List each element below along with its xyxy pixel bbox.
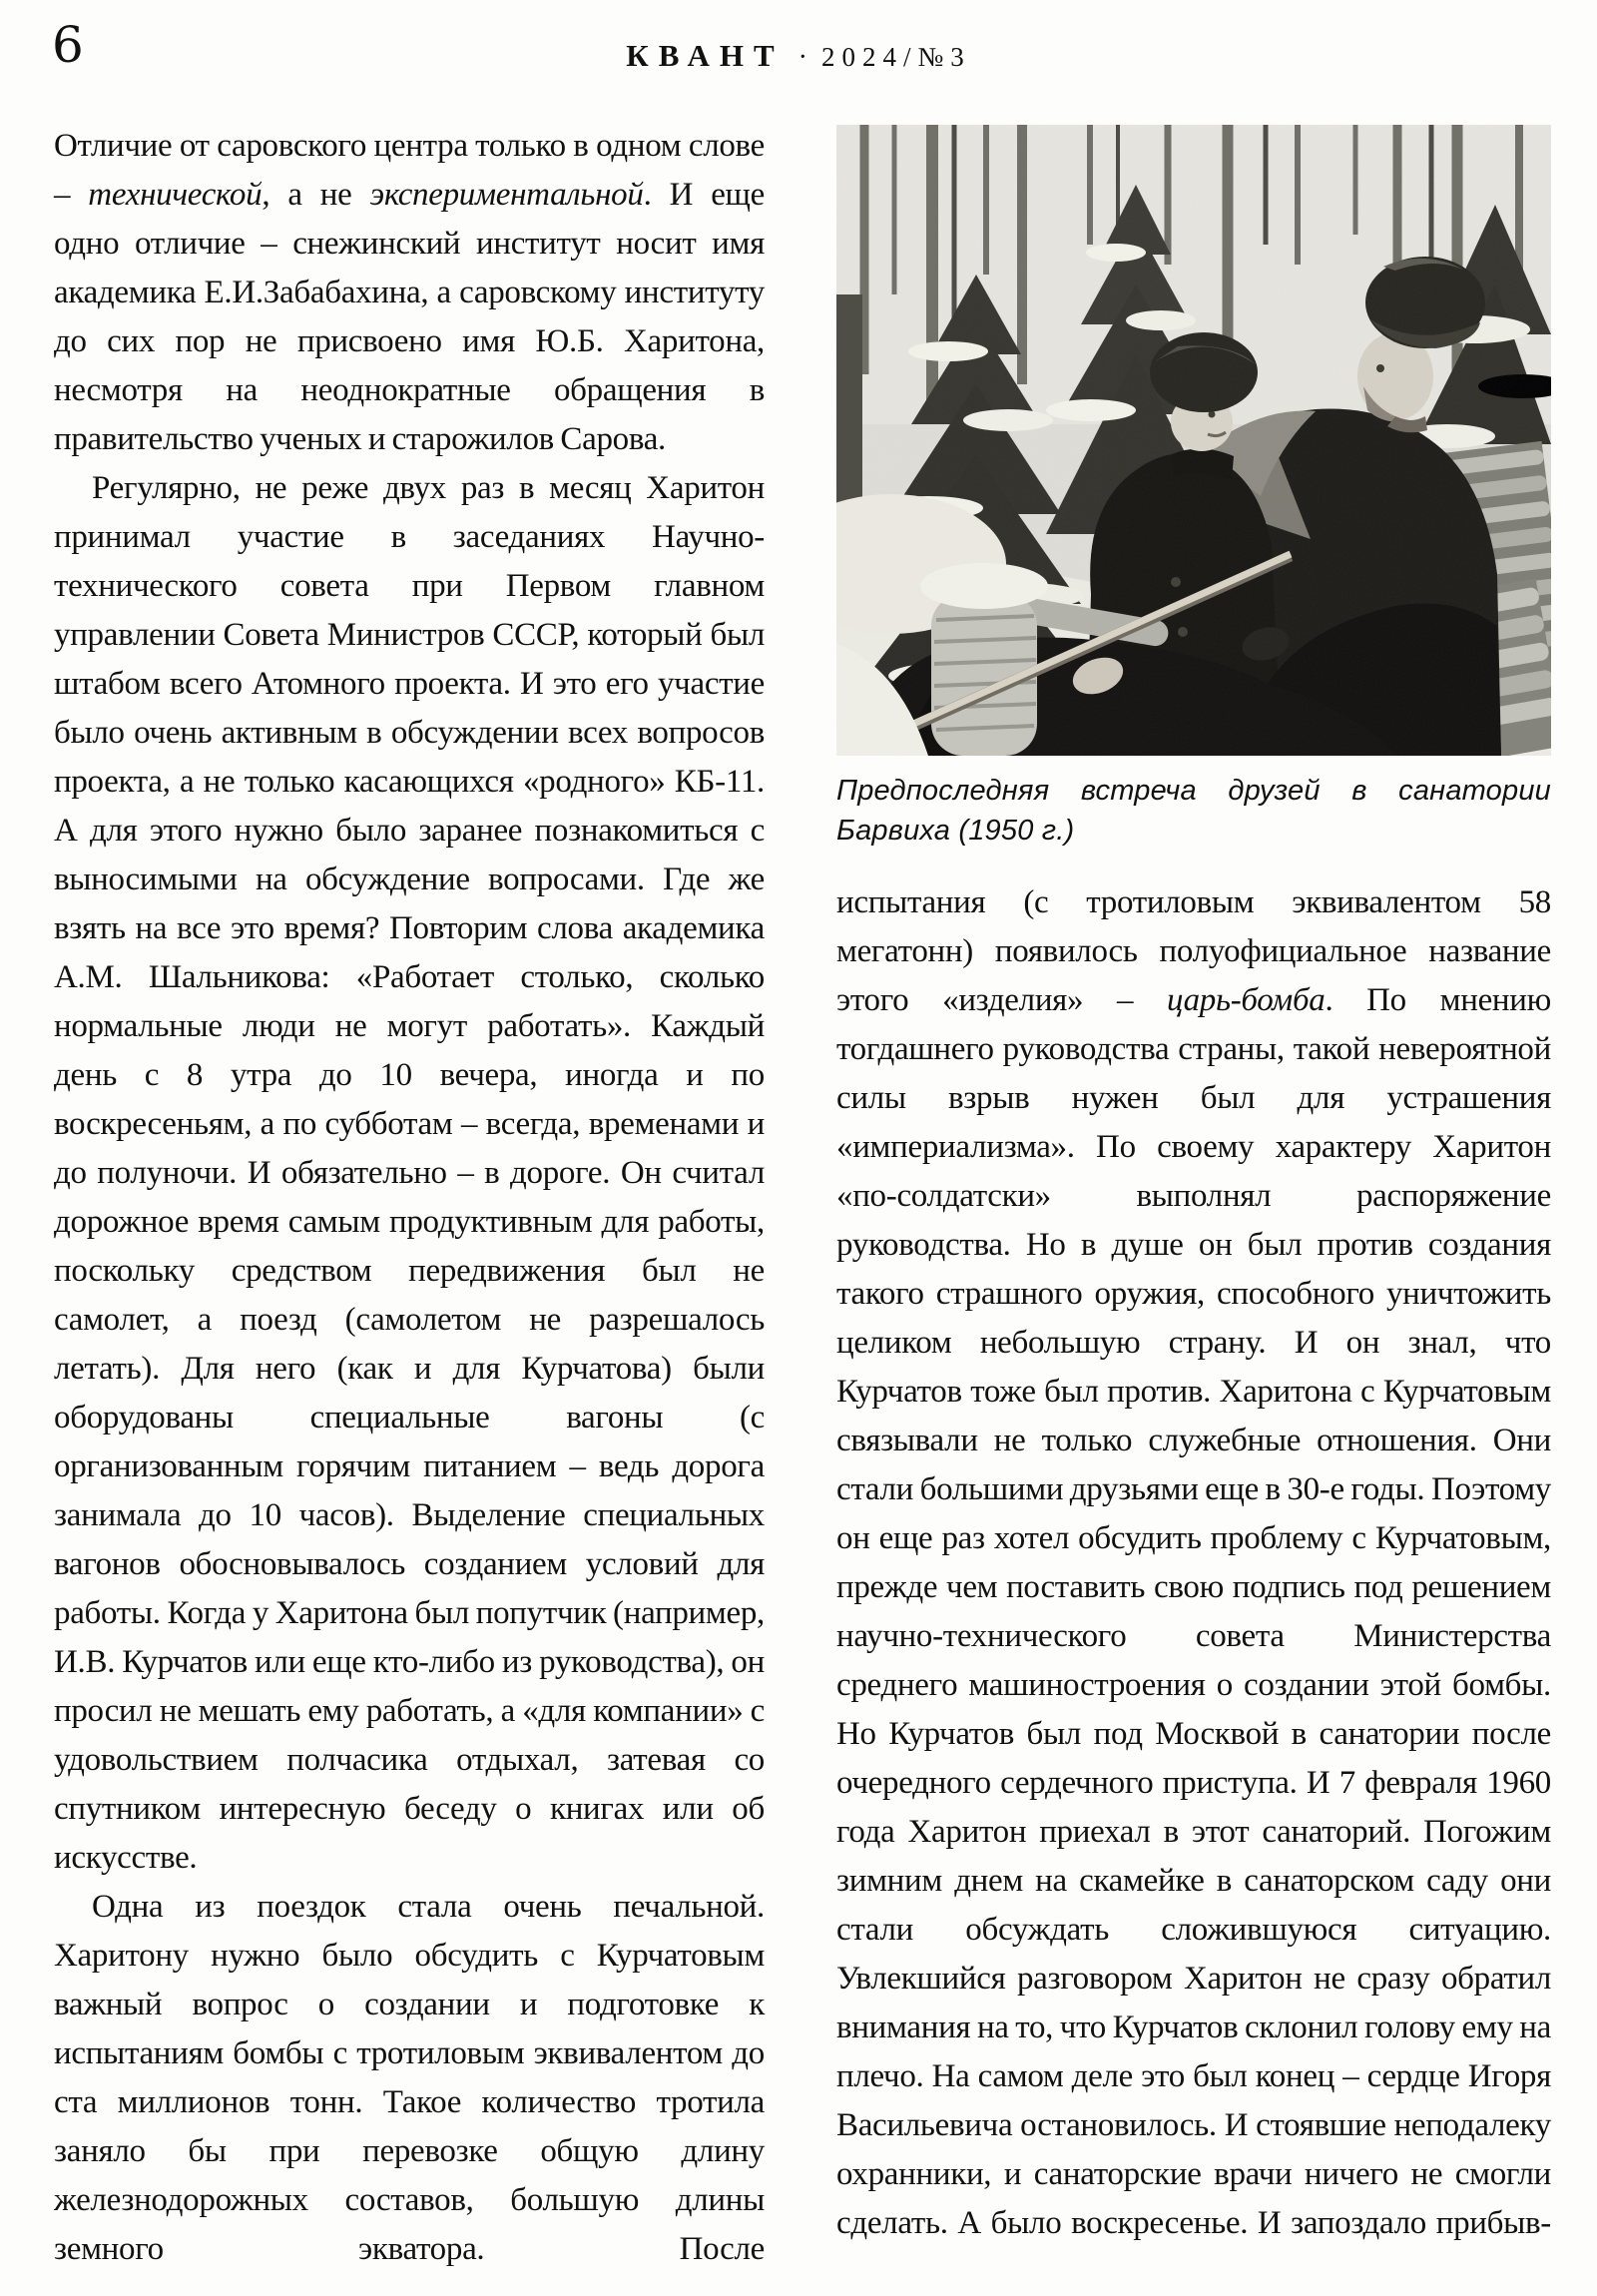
right-column [836,878,1551,2248]
body-text: Отличие от саровского центра только в одном слове – [54,128,765,213]
header-separator: · [798,42,807,73]
body-text: испытания (с тротиловым эквивалентом 58 мегатонн) появилось полуофициальное название этого «изделия» – [836,884,1551,1018]
paragraph [54,464,765,1883]
running-head [0,38,1597,74]
photo-two-men-on-bench-winter [836,125,1551,756]
paragraph [836,878,1551,2248]
photo-grain-overlay [836,125,1551,756]
emphasized-text: технической [88,177,263,213]
emphasized-text: царь-бомба [1166,982,1326,1018]
body-text: Одна из поездок стала очень печальной. Харитону нужно было обсудить с Курчатовым важный вопрос о создании и подготовке к испытаниям бомбы с тротиловым эквивалентом до ста миллионов тонн. Такое количество тротила заняло бы при перевозке общую длину железнодорожных составов, большую длины земного экватора. После [54,1889,765,2267]
body-text: . И еще одно отличие – снежинский институт носит имя академика Е.И.Забабахина, а саровскому институту до сих пор не присвоено имя Ю.Б. Харитона, несмотря на неоднократные обращения в правительство ученых и старожилов Сарова. [54,177,766,457]
page-number: 6 [52,16,84,74]
photo-caption-line2: Барвиха (1950 г.) [836,815,1075,847]
photo-figure [836,125,1551,851]
body-text: . По мнению тогдашнего руководства страны, такой невероятной силы взрыв нужен был для устрашения «империализма». По своему характеру Харитон «по-солдатски» выполнял распоряжение руководства. Но в душе он был против создания такого страшного оружия, способного уничтожить целиком небольшую страну. И он знал, что Курчатов тоже был против. Харитона с Курчатовым связывали не только служебные отношения. Они стали большими друзьями еще в 30-е годы. Поэтому он еще раз хотел обсудить проблему с Курчатовым, прежде чем поставить свою подпись под решением научно-технического совета Министерства среднего машиностроения о создании этой бомбы. Но Курчатов был под Москвой в санатории после очередного сердечного приступа. И 7 февраля 1960 года Харитон приехал в этот санаторий. Погожим зимним днем на скамейке в санаторском саду они стали обсуждать сложившуюся ситуацию. Увлекшийся разговором Харитон не сразу обратил внимания на то, что Курчатов склонил голову ему на плечо. На самом деле это был конец – сердце Игоря Васильевича остановилось. И стоявшие неподалеку охранники, и санаторские врачи ничего не смогли сделать. А было воскресенье. И запоздало прибыв- [836,982,1551,2241]
body-text: Регулярно, не реже двух раз в месяц Харитон принимал участие в заседаниях Научно-технического совета при Первом главном управлении Совета Министров СССР, который был штабом всего Атомного проекта. И это его участие было очень активным в обсуждении всех вопросов проекта, а не только касающихся «родного» КБ-11. А для этого нужно было заранее познакомиться с выносимыми на обсуждение вопросами. Где же взять на все это время? Повторим слова академика А.М. Шальникова: «Работает столько, сколько нормальные люди не могут работать». Каждый день с 8 утра до 10 вечера, иногда и по воскресеньям, а по субботам – всегда, временами и до полуночи. И обязательно – в дороге. Он считал дорожное время самым продуктивным для работы, поскольку средством передвижения был не самолет, а поезд (самолетом не разрешалось летать). Для него (как и для Курчатова) были оборудованы специальные вагоны (с организованным горячим питанием – ведь дорога занимала до 10 часов). Выделение специальных вагонов обосновывалось созданием условий для работы. Когда у Харитона был попутчик (например, И.В. Курчатов или еще кто-либо из руководства), он просил не мешать ему работать, а «для компании» с удовольствием полчасика отдыхал, затевая со спутником интересную беседу о книгах или об искусстве. [54,470,765,1876]
body-text: , а не [262,177,370,213]
left-column [54,122,765,2274]
issue-number: 2024/№3 [820,42,971,72]
paragraph [54,1883,765,2274]
paragraph [54,122,765,464]
photo-caption-line1: Предпоследняя встреча друзей в санатории [836,775,1551,807]
emphasized-text: экспериментальной [369,177,644,213]
journal-title: КВАНТ [626,38,785,73]
photo-caption [836,771,1551,851]
